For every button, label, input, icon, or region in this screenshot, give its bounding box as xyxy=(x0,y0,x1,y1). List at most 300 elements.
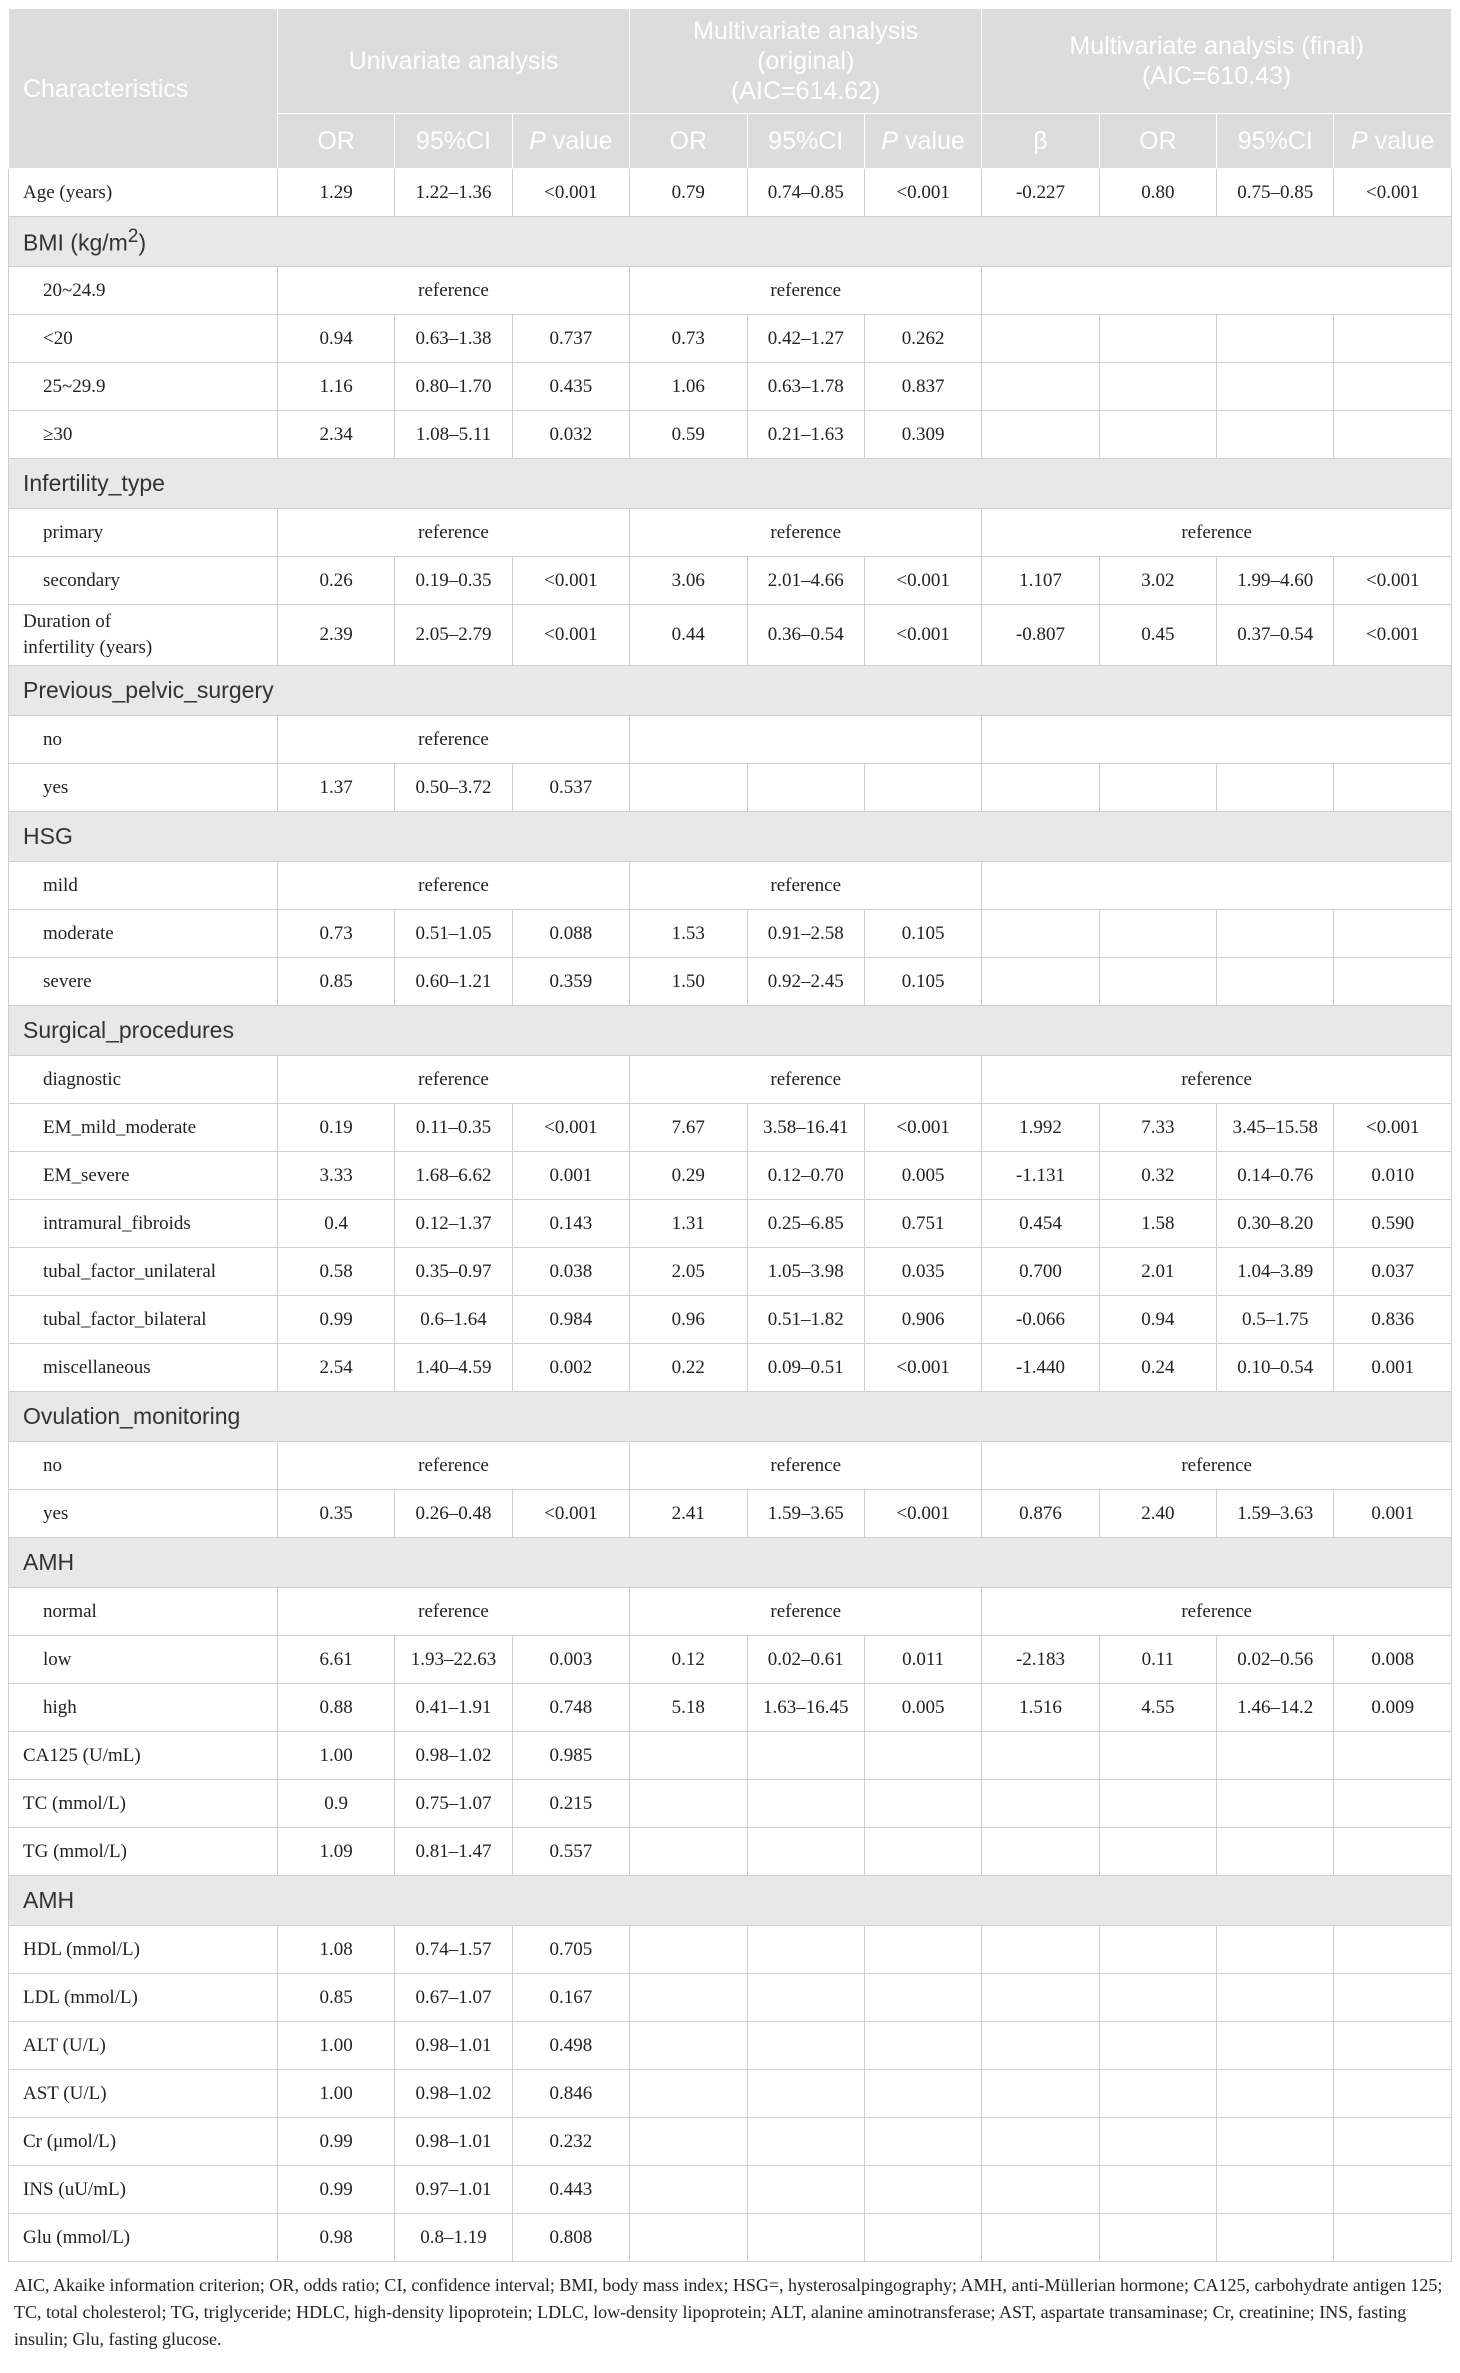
table-cell: 0.25–6.85 xyxy=(747,1200,864,1248)
header-characteristics: Characteristics xyxy=(9,9,278,169)
reference-cell: reference xyxy=(982,1442,1452,1490)
section-label-text: Ovulation_monitoring xyxy=(23,1403,241,1429)
table-cell: 2.34 xyxy=(277,411,394,459)
table-row xyxy=(9,1828,1452,1876)
table-cell: 2.05 xyxy=(630,1248,747,1296)
subheader-p-9 xyxy=(1334,114,1452,169)
table-row xyxy=(9,1056,1452,1104)
table-cell: 0.19 xyxy=(277,1104,394,1152)
table-cell: 0.748 xyxy=(512,1684,629,1732)
table-row xyxy=(9,169,1452,217)
table-cell: <0.001 xyxy=(864,557,981,605)
table-cell xyxy=(1099,315,1216,363)
row-label: primary xyxy=(9,509,278,557)
value-label: value xyxy=(898,127,965,155)
subheader-or-0: OR xyxy=(277,114,394,169)
table-cell xyxy=(1334,2118,1452,2166)
table-cell: 1.992 xyxy=(982,1104,1099,1152)
table-cell: 1.22–1.36 xyxy=(395,169,512,217)
table-cell: 0.51–1.05 xyxy=(395,910,512,958)
table-cell: 0.97–1.01 xyxy=(395,2166,512,2214)
row-label: ALT (U/L) xyxy=(9,2022,278,2070)
table-cell: 1.107 xyxy=(982,557,1099,605)
table-cell: 2.54 xyxy=(277,1344,394,1392)
table-cell xyxy=(1099,764,1216,812)
table-cell: 1.40–4.59 xyxy=(395,1344,512,1392)
table-cell: 0.751 xyxy=(864,1200,981,1248)
table-cell: 1.00 xyxy=(277,1732,394,1780)
table-cell: 0.75–0.85 xyxy=(1217,169,1334,217)
table-cell: 3.45–15.58 xyxy=(1217,1104,1334,1152)
reference-cell: reference xyxy=(277,716,629,764)
table-cell xyxy=(1099,958,1216,1006)
table-cell: 1.58 xyxy=(1099,1200,1216,1248)
table-cell: 0.836 xyxy=(1334,1296,1452,1344)
table-cell: 0.011 xyxy=(864,1636,981,1684)
table-cell: 0.26 xyxy=(277,557,394,605)
section-row xyxy=(9,217,1452,267)
table-cell: 0.12 xyxy=(630,1636,747,1684)
reference-cell: reference xyxy=(630,1588,982,1636)
section-row xyxy=(9,1538,1452,1588)
table-cell xyxy=(1217,411,1334,459)
table-row xyxy=(9,267,1452,315)
table-row xyxy=(9,1104,1452,1152)
table-cell xyxy=(864,2166,981,2214)
table-cell xyxy=(1099,363,1216,411)
reference-cell: reference xyxy=(277,1442,629,1490)
table-cell xyxy=(982,1732,1099,1780)
subheader-or-7: OR xyxy=(1099,114,1216,169)
table-cell xyxy=(982,764,1099,812)
row-label: CA125 (U/mL) xyxy=(9,1732,278,1780)
table-cell: -0.227 xyxy=(982,169,1099,217)
table-cell: 0.14–0.76 xyxy=(1217,1152,1334,1200)
table-cell: 0.94 xyxy=(1099,1296,1216,1344)
table-cell: <0.001 xyxy=(512,1104,629,1152)
table-cell: 2.40 xyxy=(1099,1490,1216,1538)
table-cell xyxy=(1334,363,1452,411)
table-cell xyxy=(864,1732,981,1780)
table-cell: 0.167 xyxy=(512,1974,629,2022)
section-row xyxy=(9,1876,1452,1926)
table-cell xyxy=(1217,1780,1334,1828)
table-cell: 0.42–1.27 xyxy=(747,315,864,363)
header-multivariate-final-line2: (AIC=610.43) xyxy=(1141,62,1292,90)
table-row xyxy=(9,1636,1452,1684)
row-label: intramural_fibroids xyxy=(9,1200,278,1248)
row-label: 25~29.9 xyxy=(9,363,278,411)
table-cell: 1.31 xyxy=(630,1200,747,1248)
table-cell: 0.85 xyxy=(277,958,394,1006)
table-cell: 1.53 xyxy=(630,910,747,958)
table-cell xyxy=(1334,910,1452,958)
table-cell xyxy=(630,1974,747,2022)
row-label: high xyxy=(9,1684,278,1732)
table-header xyxy=(9,9,1452,169)
table-cell: 0.99 xyxy=(277,1296,394,1344)
section-label-after: ) xyxy=(138,229,147,256)
table-cell: 0.41–1.91 xyxy=(395,1684,512,1732)
table-row xyxy=(9,1296,1452,1344)
table-cell: 1.00 xyxy=(277,2070,394,2118)
reference-cell: reference xyxy=(982,1056,1452,1104)
table-cell: 0.44 xyxy=(630,605,747,666)
table-cell xyxy=(630,2214,747,2262)
table-row xyxy=(9,2022,1452,2070)
table-cell: 0.8–1.19 xyxy=(395,2214,512,2262)
table-cell: 0.37–0.54 xyxy=(1217,605,1334,666)
table-cell: 1.516 xyxy=(982,1684,1099,1732)
table-cell: <0.001 xyxy=(1334,557,1452,605)
table-cell: 0.5–1.75 xyxy=(1217,1296,1334,1344)
table-cell: 1.99–4.60 xyxy=(1217,557,1334,605)
section-label-text: HSG xyxy=(23,823,73,849)
reference-cell xyxy=(982,267,1452,315)
table-cell: 0.98–1.01 xyxy=(395,2118,512,2166)
table-cell xyxy=(982,958,1099,1006)
table-cell: <0.001 xyxy=(864,1104,981,1152)
table-cell: 0.26–0.48 xyxy=(395,1490,512,1538)
table-cell: 0.96 xyxy=(630,1296,747,1344)
table-cell xyxy=(630,2070,747,2118)
table-cell: 0.003 xyxy=(512,1636,629,1684)
row-label: EM_severe xyxy=(9,1152,278,1200)
table-cell xyxy=(864,1926,981,1974)
table-cell xyxy=(630,1732,747,1780)
table-cell: -2.183 xyxy=(982,1636,1099,1684)
subheader-p-2 xyxy=(512,114,629,169)
table-cell: 3.06 xyxy=(630,557,747,605)
table-row xyxy=(9,1152,1452,1200)
table-cell xyxy=(747,1974,864,2022)
table-cell xyxy=(1334,1926,1452,1974)
table-cell: 0.038 xyxy=(512,1248,629,1296)
section-label xyxy=(9,1538,1452,1588)
table-cell: 1.16 xyxy=(277,363,394,411)
p-label: P xyxy=(529,127,546,155)
table-cell: 0.010 xyxy=(1334,1152,1452,1200)
table-cell xyxy=(1217,958,1334,1006)
table-cell: 0.537 xyxy=(512,764,629,812)
row-label: <20 xyxy=(9,315,278,363)
table-cell: 6.61 xyxy=(277,1636,394,1684)
table-cell xyxy=(1217,363,1334,411)
table-row xyxy=(9,2214,1452,2262)
table-cell: 1.00 xyxy=(277,2022,394,2070)
table-cell: 0.74–1.57 xyxy=(395,1926,512,1974)
table-cell xyxy=(747,1828,864,1876)
table-cell: 1.29 xyxy=(277,169,394,217)
table-cell xyxy=(630,2118,747,2166)
table-cell: 0.75–1.07 xyxy=(395,1780,512,1828)
row-label: TG (mmol/L) xyxy=(9,1828,278,1876)
table-cell: 0.35–0.97 xyxy=(395,1248,512,1296)
table-cell xyxy=(982,1780,1099,1828)
table-body xyxy=(9,169,1452,2262)
row-label xyxy=(9,605,278,666)
table-cell: 0.443 xyxy=(512,2166,629,2214)
table-cell: 0.143 xyxy=(512,1200,629,1248)
table-row xyxy=(9,1588,1452,1636)
row-label: 20~24.9 xyxy=(9,267,278,315)
table-row xyxy=(9,764,1452,812)
table-cell xyxy=(1099,1974,1216,2022)
table-cell xyxy=(1334,2214,1452,2262)
reference-cell: reference xyxy=(277,1588,629,1636)
table-cell xyxy=(982,1828,1099,1876)
table-cell: <0.001 xyxy=(512,557,629,605)
table-row xyxy=(9,557,1452,605)
table-cell: 0.73 xyxy=(630,315,747,363)
table-cell: 0.001 xyxy=(512,1152,629,1200)
table-cell: 0.005 xyxy=(864,1152,981,1200)
table-row xyxy=(9,1732,1452,1780)
table-cell: 0.11–0.35 xyxy=(395,1104,512,1152)
table-cell: 0.67–1.07 xyxy=(395,1974,512,2022)
table-cell: <0.001 xyxy=(864,1490,981,1538)
subheader-p-5 xyxy=(864,114,981,169)
header-multivariate-original-line1: Multivariate analysis xyxy=(693,17,919,45)
table-cell: 0.808 xyxy=(512,2214,629,2262)
table-cell xyxy=(1334,2070,1452,2118)
table-cell: 0.435 xyxy=(512,363,629,411)
table-cell: 0.005 xyxy=(864,1684,981,1732)
table-cell: 0.19–0.35 xyxy=(395,557,512,605)
table-cell xyxy=(1334,1780,1452,1828)
table-cell xyxy=(982,1974,1099,2022)
section-label-text: AMH xyxy=(23,1887,75,1913)
table-cell xyxy=(1099,411,1216,459)
table-cell: 0.98–1.02 xyxy=(395,1732,512,1780)
table-cell xyxy=(747,1732,864,1780)
table-cell xyxy=(747,1926,864,1974)
table-cell: -1.440 xyxy=(982,1344,1099,1392)
results-table xyxy=(8,8,1452,2262)
row-label-line1: Duration of xyxy=(23,611,112,632)
table-footnote: AIC, Akaike information criterion; OR, odds ratio; CI, confidence interval; BMI, body mass index; HSG=, hysterosalpingography; AMH, anti-Müllerian hormone; CA125, carbohydrate antigen 125; TC, total cholesterol; TG, triglyceride; HDLC, high-density lipoprotein; LDLC, low-density lipoprotein; ALT, alanine aminotransferase; AST, aspartate transaminase; Cr, creatinine; INS, fasting insulin; Glu, fasting glucose. xyxy=(14,2275,1443,2349)
table-cell: 0.88 xyxy=(277,1684,394,1732)
reference-cell: reference xyxy=(277,267,629,315)
table-cell: 0.58 xyxy=(277,1248,394,1296)
table-cell: <0.001 xyxy=(512,1490,629,1538)
section-label-text: BMI (kg/m xyxy=(23,229,128,256)
table-cell: 0.99 xyxy=(277,2118,394,2166)
row-label: normal xyxy=(9,1588,278,1636)
row-label: LDL (mmol/L) xyxy=(9,1974,278,2022)
table-cell xyxy=(630,764,747,812)
table-cell: <0.001 xyxy=(1334,169,1452,217)
row-label: ≥30 xyxy=(9,411,278,459)
table-cell xyxy=(864,1828,981,1876)
table-cell: 0.6–1.64 xyxy=(395,1296,512,1344)
table-cell xyxy=(747,2166,864,2214)
table-cell: 1.08 xyxy=(277,1926,394,1974)
value-label: value xyxy=(1367,127,1435,155)
table-cell: 0.037 xyxy=(1334,1248,1452,1296)
row-label: secondary xyxy=(9,557,278,605)
table-cell xyxy=(982,411,1099,459)
row-label: tubal_factor_unilateral xyxy=(9,1248,278,1296)
table-cell: 0.32 xyxy=(1099,1152,1216,1200)
table-cell: 0.001 xyxy=(1334,1490,1452,1538)
table-cell xyxy=(1217,1974,1334,2022)
table-row xyxy=(9,1344,1452,1392)
table-cell xyxy=(1334,411,1452,459)
table-cell xyxy=(1099,2166,1216,2214)
table-cell: 5.18 xyxy=(630,1684,747,1732)
table-cell: <0.001 xyxy=(864,605,981,666)
table-row xyxy=(9,315,1452,363)
table-cell xyxy=(630,1780,747,1828)
table-cell xyxy=(864,2070,981,2118)
section-row xyxy=(9,666,1452,716)
table-cell: 0.99 xyxy=(277,2166,394,2214)
table-cell: 1.59–3.65 xyxy=(747,1490,864,1538)
table-cell: 7.33 xyxy=(1099,1104,1216,1152)
reference-cell: reference xyxy=(982,1588,1452,1636)
table-cell xyxy=(1099,2022,1216,2070)
table-cell: 0.557 xyxy=(512,1828,629,1876)
table-cell: 0.94 xyxy=(277,315,394,363)
table-row xyxy=(9,1490,1452,1538)
row-label: HDL (mmol/L) xyxy=(9,1926,278,1974)
header-multivariate-original-line3: (AIC=614.62) xyxy=(731,77,881,105)
row-label-line2: infertility (years) xyxy=(23,637,153,658)
reference-cell: reference xyxy=(277,509,629,557)
subheader-ci-4: 95%CI xyxy=(747,114,864,169)
table-cell xyxy=(1217,1732,1334,1780)
table-cell xyxy=(747,2214,864,2262)
table-cell xyxy=(1334,764,1452,812)
table-cell xyxy=(864,764,981,812)
section-row xyxy=(9,459,1452,509)
table-cell: 0.74–0.85 xyxy=(747,169,864,217)
reference-cell: reference xyxy=(630,267,982,315)
table-cell: <0.001 xyxy=(1334,605,1452,666)
table-cell: -0.807 xyxy=(982,605,1099,666)
table-cell: 0.12–0.70 xyxy=(747,1152,864,1200)
table-cell: 0.22 xyxy=(630,1344,747,1392)
table-cell: 1.59–3.63 xyxy=(1217,1490,1334,1538)
table-cell: 3.33 xyxy=(277,1152,394,1200)
table-row xyxy=(9,862,1452,910)
table-cell: 1.06 xyxy=(630,363,747,411)
table-cell: 0.50–3.72 xyxy=(395,764,512,812)
table-cell: 2.01 xyxy=(1099,1248,1216,1296)
table-cell: 0.737 xyxy=(512,315,629,363)
table-cell xyxy=(747,2118,864,2166)
table-cell xyxy=(1334,958,1452,1006)
table-cell: 2.41 xyxy=(630,1490,747,1538)
header-univariate: Univariate analysis xyxy=(277,9,629,114)
table-row xyxy=(9,1442,1452,1490)
table-cell: <0.001 xyxy=(512,169,629,217)
table-cell: 0.02–0.56 xyxy=(1217,1636,1334,1684)
table-cell: 0.09–0.51 xyxy=(747,1344,864,1392)
row-label: miscellaneous xyxy=(9,1344,278,1392)
table-cell: 0.91–2.58 xyxy=(747,910,864,958)
table-cell xyxy=(864,2118,981,2166)
table-cell: 0.359 xyxy=(512,958,629,1006)
table-cell: 0.29 xyxy=(630,1152,747,1200)
header-multivariate-final-line1: Multivariate analysis (final) xyxy=(1069,32,1364,60)
section-label xyxy=(9,812,1452,862)
row-label: EM_mild_moderate xyxy=(9,1104,278,1152)
table-cell: 0.24 xyxy=(1099,1344,1216,1392)
table-cell: 0.088 xyxy=(512,910,629,958)
table-cell: 1.04–3.89 xyxy=(1217,1248,1334,1296)
table-cell: 0.984 xyxy=(512,1296,629,1344)
table-cell xyxy=(1217,2022,1334,2070)
header-multivariate-original-line2: (original) xyxy=(757,47,855,75)
table-cell xyxy=(1217,315,1334,363)
subheader-or-3: OR xyxy=(630,114,747,169)
table-row xyxy=(9,716,1452,764)
p-label: P xyxy=(881,127,899,155)
table-cell: 0.9 xyxy=(277,1780,394,1828)
table-row xyxy=(9,363,1452,411)
table-cell xyxy=(1217,1828,1334,1876)
section-row xyxy=(9,1006,1452,1056)
value-label: value xyxy=(545,127,613,155)
table-cell: 0.11 xyxy=(1099,1636,1216,1684)
table-row xyxy=(9,910,1452,958)
reference-cell: reference xyxy=(277,862,629,910)
reference-cell: reference xyxy=(630,509,982,557)
table-cell: 0.36–0.54 xyxy=(747,605,864,666)
table-cell: 0.80 xyxy=(1099,169,1216,217)
table-cell: 4.55 xyxy=(1099,1684,1216,1732)
row-label: no xyxy=(9,716,278,764)
subheader-ci-1: 95%CI xyxy=(395,114,512,169)
table-cell: 1.46–14.2 xyxy=(1217,1684,1334,1732)
table-cell: 0.79 xyxy=(630,169,747,217)
table-cell: 0.80–1.70 xyxy=(395,363,512,411)
table-cell: 0.705 xyxy=(512,1926,629,1974)
section-label-text: Infertility_type xyxy=(23,470,165,496)
table-cell xyxy=(982,2214,1099,2262)
table-cell: 0.262 xyxy=(864,315,981,363)
table-cell xyxy=(630,2022,747,2070)
table-cell xyxy=(630,1828,747,1876)
table-cell: 2.39 xyxy=(277,605,394,666)
table-cell: 0.45 xyxy=(1099,605,1216,666)
table-cell: 1.05–3.98 xyxy=(747,1248,864,1296)
row-label: mild xyxy=(9,862,278,910)
table-cell xyxy=(982,1926,1099,1974)
row-label: no xyxy=(9,1442,278,1490)
table-cell xyxy=(1217,910,1334,958)
header-multivariate-final xyxy=(982,9,1452,114)
table-cell: 0.63–1.78 xyxy=(747,363,864,411)
table-cell xyxy=(1334,2022,1452,2070)
table-cell xyxy=(747,764,864,812)
table-cell xyxy=(1334,1828,1452,1876)
reference-cell xyxy=(982,862,1452,910)
table-cell xyxy=(1217,2166,1334,2214)
reference-cell: reference xyxy=(277,1056,629,1104)
table-cell: 0.700 xyxy=(982,1248,1099,1296)
table-cell: 0.105 xyxy=(864,910,981,958)
reference-cell: reference xyxy=(630,1442,982,1490)
row-label: Glu (mmol/L) xyxy=(9,2214,278,2262)
subheader-ci-8: 95%CI xyxy=(1217,114,1334,169)
table-cell xyxy=(1099,1732,1216,1780)
row-label: low xyxy=(9,1636,278,1684)
table-cell: 1.09 xyxy=(277,1828,394,1876)
table-cell xyxy=(1099,1926,1216,1974)
